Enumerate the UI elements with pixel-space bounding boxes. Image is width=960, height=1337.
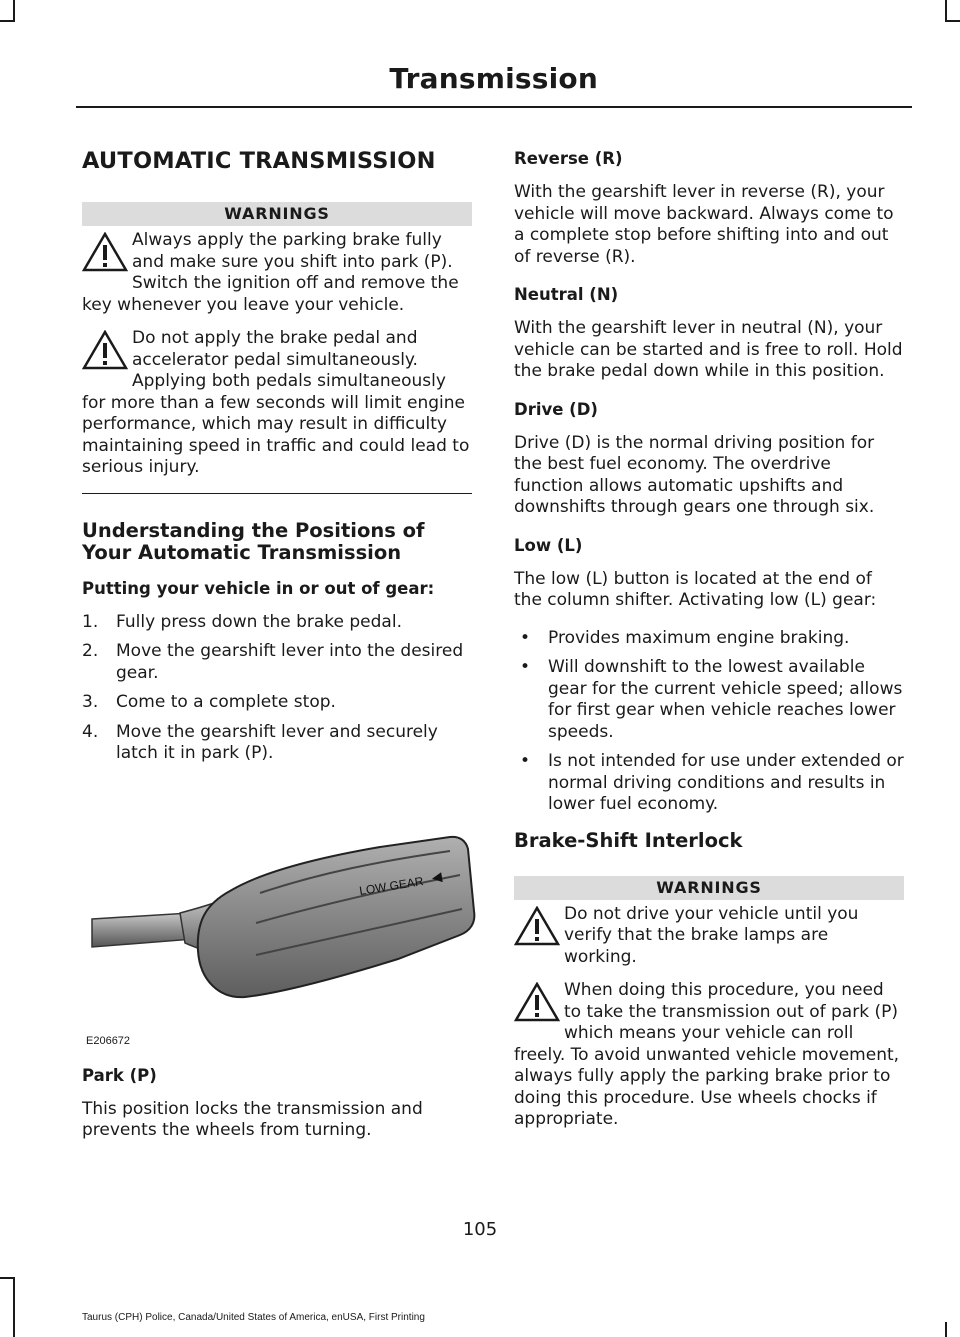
park-text: This position locks the transmission and prevents the wheels from turning.: [82, 1098, 423, 1140]
list-item: [82, 612, 472, 634]
low-text: The low (L) button is located at the end of the column shifter. Activating low (L) gear:: [514, 568, 877, 610]
list-item: • Provides maximum engine braking.: [520, 627, 850, 648]
gearshift-lever-illustration: [80, 801, 476, 1031]
low-gear-label: LOW GEAR: [358, 873, 425, 898]
neutral-heading: Neutral (N): [514, 285, 619, 304]
low-heading: Low (L): [514, 535, 583, 555]
list-item: [82, 722, 472, 765]
reverse-heading: Reverse (R): [514, 149, 623, 168]
warning-text: Do not drive your vehicle until you verify that the brake lamps are working.: [564, 903, 859, 967]
warning-text: Do not apply the brake pedal and accelerator pedal simultaneously. Applying both pedals simultaneously for more than a few seconds will limit engine performance, which may result in difficulty maintaining speed in traffic and could lead to serious injury.: [82, 328, 470, 477]
warning-text: Always apply the parking brake fully and make sure you shift into park (P). Switch the ignition off and remove the key whenever you leave your vehicle.: [82, 230, 459, 315]
list-item: [82, 641, 472, 684]
warning-item: [514, 904, 904, 969]
interlock-heading: Brake-Shift Interlock: [514, 828, 743, 852]
warning-item: [514, 980, 904, 1131]
page-header-title: Transmission: [389, 62, 598, 95]
bullet-text: Will downshift to the lowest available gear for the current vehicle speed; allows for first gear when vehicle reaches lower speeds.: [548, 657, 903, 742]
low-bullets: [514, 628, 904, 816]
gearshift-figure: [80, 801, 476, 1051]
neutral-text: With the gearshift lever in neutral (N), your vehicle can be started and is free to roll. Hold the brake pedal down while in this position.: [514, 318, 903, 381]
step-text: Fully press down the brake pedal.: [116, 611, 402, 632]
warning-triangle-icon: [514, 980, 564, 1026]
step-number: 3.: [82, 692, 99, 712]
warning-triangle-icon: [82, 230, 132, 276]
reverse-text: With the gearshift lever in reverse (R), your vehicle will move backward. Always come to a complete stop before shifting into and out of reverse (R).: [514, 182, 894, 267]
divider: [82, 493, 472, 494]
warning-item: [82, 328, 472, 479]
step-text: Move the gearshift lever into the desired gear.: [116, 641, 464, 683]
warning-triangle-icon: [82, 328, 132, 374]
crop-mark: [13, 1277, 15, 1337]
park-heading: Park (P): [82, 1065, 157, 1085]
bullet-text: Provides maximum engine braking.: [548, 627, 850, 648]
step-text: Come to a complete stop.: [116, 692, 336, 712]
list-item: • Is not intended for use under extended or normal driving conditions and results in lower fuel economy.: [520, 751, 904, 814]
right-column: [514, 148, 904, 1143]
warning-item: [82, 230, 472, 316]
step-number: 4.: [82, 721, 99, 742]
drive-heading: Drive (D): [514, 399, 598, 419]
warning-triangle-icon: [514, 904, 564, 950]
steps-list: [82, 612, 472, 765]
bullet-text: Is not intended for use under extended or normal driving conditions and results in lower fuel economy.: [548, 751, 904, 814]
warnings-banner: WARNINGS: [82, 202, 472, 226]
crop-mark: [0, 1277, 15, 1279]
page-number: 105: [462, 1219, 498, 1240]
warnings-banner: WARNINGS: [514, 876, 904, 900]
drive-text: Drive (D) is the normal driving position for the best fuel economy. The overdrive function allows automatic upshifts and downshifts through gears one through six.: [514, 432, 875, 517]
step-text: Move the gearshift lever and securely latch it in park (P).: [116, 721, 438, 763]
list-item: • Will downshift to the lowest available gear for the current vehicle speed; allows for first gear when vehicle reaches lower speeds.: [520, 657, 903, 742]
crop-mark: [13, 0, 15, 20]
step-number: 1.: [82, 611, 99, 632]
header-rule: [76, 106, 912, 108]
crop-mark: [945, 1322, 947, 1337]
steps-heading: Putting your vehicle in or out of gear:: [82, 578, 435, 598]
section-title: AUTOMATIC TRANSMISSION: [82, 148, 436, 174]
crop-mark: [945, 20, 960, 22]
figure-code: E206672: [86, 1034, 131, 1047]
warning-text: When doing this procedure, you need to take the transmission out of park (P) which means your vehicle can roll freely. To avoid unwanted vehicle movement, always fully apply the parking brake prior to doing this procedure. Use wheels chocks if appropriate.: [514, 980, 900, 1129]
subsection-title: Understanding the Positions of Your Automatic Transmission: [82, 518, 425, 564]
left-column: [82, 148, 472, 1158]
list-item: [82, 692, 472, 714]
crop-mark: [945, 0, 947, 20]
step-number: 2.: [82, 641, 99, 661]
footer-text: Taurus (CPH) Police, Canada/United States of America, enUSA, First Printing: [82, 1312, 425, 1323]
crop-mark: [0, 20, 15, 22]
